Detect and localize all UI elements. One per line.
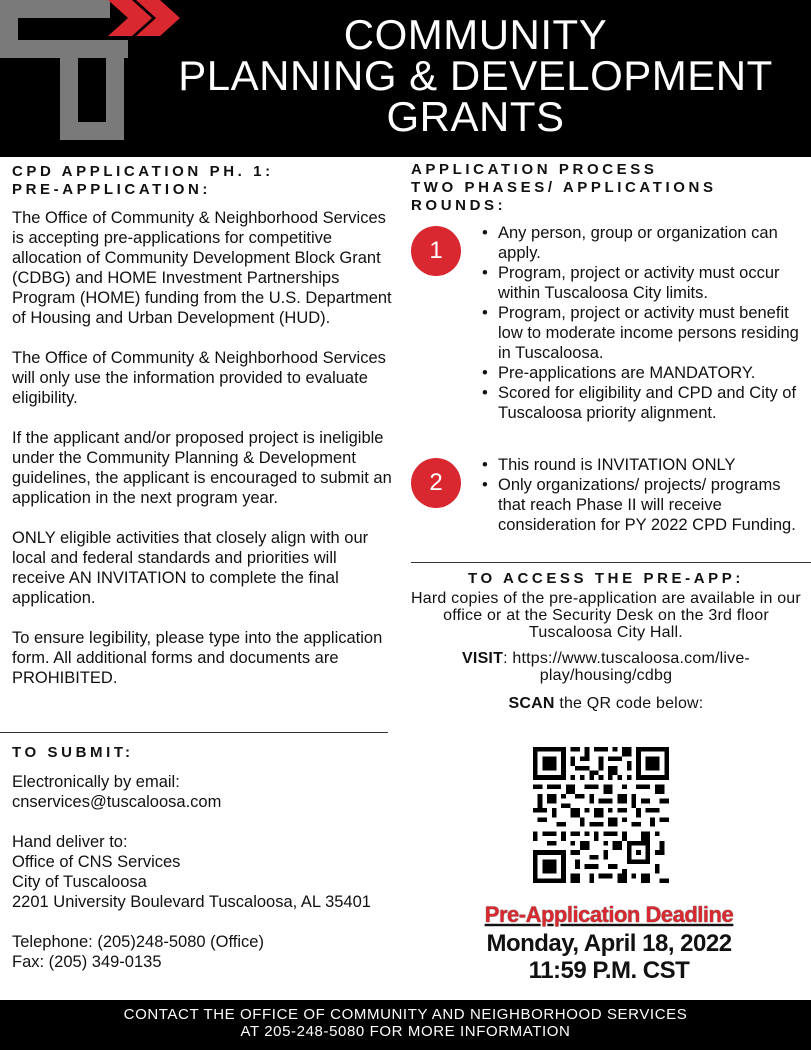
phase-2-badge: 2 — [411, 458, 461, 508]
footer-banner — [0, 1000, 811, 1050]
divider — [0, 732, 388, 733]
pre-application-body — [12, 208, 394, 688]
submit-heading: TO SUBMIT: — [12, 744, 134, 761]
footer-line: AT 205-248-5080 FOR MORE INFORMATION — [240, 1023, 571, 1040]
scan-label: SCAN — [508, 695, 555, 712]
paragraph: The Office of Community & Neighborhood Services is accepting pre-applications for competitive allocation of Community Development Block Grant (CDBG) and HOME Investment Partnerships Program (HOME) funding from the U.S. Department of Housing and Urban Development (HUD). — [12, 209, 392, 327]
title-line: PLANNING & DEVELOPMENT — [178, 52, 773, 99]
phase-1-badge: 1 — [411, 226, 461, 276]
application-process-heading — [411, 161, 807, 215]
right-column — [411, 161, 807, 215]
list-item: • Pre-applications are MANDATORY. — [481, 363, 811, 383]
submit-body — [12, 772, 392, 972]
access-heading: TO ACCESS THE PRE-APP: — [468, 570, 744, 587]
office-name: Office of CNS Services — [12, 853, 181, 871]
heading-line: PRE-APPLICATION: — [12, 181, 211, 198]
access-section — [401, 570, 811, 712]
list-item: • Only organizations/ projects/ programs that reach Phase II will receive consideration for PY 2022 CPD Funding. — [481, 475, 811, 535]
phase-2 — [411, 455, 807, 555]
list-item: • Program, project or activity must benefit low to moderate income persons residing in Tuscaloosa. — [481, 303, 811, 363]
divider — [411, 562, 811, 563]
phase-1-list — [481, 223, 811, 423]
deadline-datetime — [411, 930, 807, 984]
submit-section — [12, 744, 392, 972]
fax: Fax: (205) 349-0135 — [12, 953, 162, 971]
header-banner — [0, 0, 811, 157]
list-item: • Any person, group or organization can apply. — [481, 223, 811, 263]
list-item: • This round is INVITATION ONLY — [481, 455, 811, 475]
pre-application-heading — [12, 163, 394, 199]
heading-line: TWO PHASES/ APPLICATIONS — [411, 179, 717, 196]
telephone: Telephone: (205)248-5080 (Office) — [12, 933, 264, 951]
phase-1 — [411, 223, 807, 448]
phase-2-list — [481, 455, 811, 535]
deadline-label: Pre-Application Deadline — [484, 902, 734, 927]
deadline-time: 11:59 P.M. CST — [528, 957, 690, 984]
left-column — [12, 163, 394, 708]
email-address[interactable]: cnservices@tuscaloosa.com — [12, 793, 222, 811]
paragraph: To ensure legibility, please type into the application form. All additional forms and documents are PROHIBITED. — [12, 629, 383, 687]
heading-line: ROUNDS: — [411, 197, 507, 214]
hand-deliver-label: Hand deliver to: — [12, 833, 128, 851]
heading-line: CPD APPLICATION PH. 1: — [12, 163, 274, 180]
title-line: COMMUNITY — [343, 11, 608, 58]
title-line: GRANTS — [386, 93, 565, 140]
paragraph: ONLY eligible activities that closely align with our local and federal standards and priorities will receive AN INVITATION to complete the final application. — [12, 529, 369, 607]
scan-text: the QR code below: — [554, 695, 704, 712]
list-item: • Program, project or activity must occur within Tuscaloosa City limits. — [481, 263, 811, 303]
list-item: • Scored for eligibility and CPD and City of Tuscaloosa priority alignment. — [481, 383, 811, 423]
paragraph: The Office of Community & Neighborhood Services will only use the information provided to evaluate eligibility. — [12, 349, 386, 407]
street-address: 2201 University Boulevard Tuscaloosa, AL 35401 — [12, 893, 371, 911]
page-title — [140, 11, 811, 140]
visit-url[interactable]: : https://www.tuscaloosa.com/live-play/housing/cdbg — [503, 650, 750, 684]
heading-line: APPLICATION PROCESS — [411, 161, 658, 178]
footer-line: CONTACT THE OFFICE OF COMMUNITY AND NEIGHBORHOOD SERVICES — [123, 1006, 688, 1023]
paragraph: If the applicant and/or proposed project is ineligible under the Community Planning & Development guidelines, the applicant is encouraged to submit an application in the next program year. — [12, 429, 392, 507]
access-text: Hard copies of the pre-application are available in our office or at the Security Desk on the 3rd floor Tuscaloosa City Hall. — [411, 590, 801, 641]
city-name: City of Tuscaloosa — [12, 873, 147, 891]
visit-label: VISIT — [462, 650, 504, 667]
email-label: Electronically by email: — [12, 773, 180, 791]
qr-code-icon[interactable] — [533, 747, 669, 883]
deadline-date: Monday, April 18, 2022 — [486, 930, 732, 957]
scan-line — [401, 695, 811, 712]
visit-line — [401, 650, 811, 684]
